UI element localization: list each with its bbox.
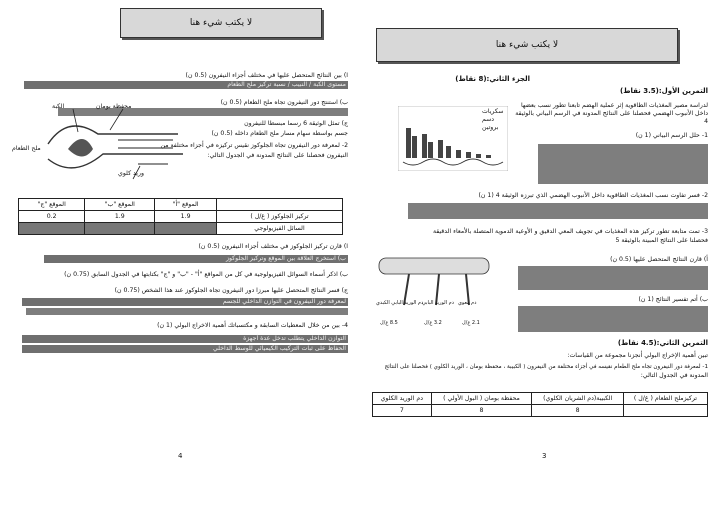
ex1-q1: 1- حلل الرسم البياني (1 ن) <box>635 132 708 139</box>
table-header: الموقع "ج" <box>19 199 85 211</box>
ex1-q3a: أ) قارن النتائج المتحصل عليها (0.5 ن) <box>610 256 708 263</box>
nephron-diagram <box>28 104 198 184</box>
q2a-text: ا) قارن تركيز الجلوكوز في مختلف أجزاء النيفرون (0.5 ن) <box>198 243 348 250</box>
table-header: محفظة بومان ( البول الأولي ) <box>431 393 532 405</box>
table-cell <box>85 223 155 235</box>
q2c-text: ج) فسر النتائج المتحصل عليها مبرزا دور النيفرون تجاه الجلوكوز عند هذا الشخص (0.75 ن) <box>114 287 348 294</box>
table-cell: 1.9 <box>155 211 217 223</box>
table-cell: 7 <box>373 405 432 417</box>
table-header: الكبيبة(دم الشريان الكلوي) <box>532 393 624 405</box>
ex2-q1-2: المدونة في الجدول التالي: <box>640 372 708 379</box>
legend-sugars: سكريات <box>482 108 504 115</box>
header-text: لا يكتب شيء هنا <box>495 40 559 50</box>
glucose-table <box>18 198 343 235</box>
q1a-answer: مستوى الكبة / النبيب / نسبة تركيز ملح الطعام <box>24 81 348 89</box>
answer-shade <box>518 306 708 332</box>
vessel-label: دم معوي <box>458 300 477 306</box>
page-number: 3 <box>542 452 547 460</box>
table-cell: السائل الفيزيولوجي <box>216 223 342 235</box>
ex2-intro: تبين أهمية الإخراج البولي أنجزنا مجموعة من القياسات: <box>567 352 708 359</box>
table-header: الموقع "أ" <box>155 199 217 211</box>
table-cell <box>623 405 707 417</box>
answer-shade <box>26 308 348 315</box>
answer-shade <box>408 203 708 219</box>
vessel-label: دم الوريد البابي الكبدي <box>376 300 424 306</box>
table-cell: 8 <box>431 405 532 417</box>
table-cell <box>155 223 217 235</box>
ex1-q3: 3- تمت متابعة تطور تركيز هذه المغذيات في تجويف المعي الدقيق و الأوعية الدموية المتصلة بالأمعاء الدقيقة <box>432 228 708 235</box>
header-text: لا يكتب شيء هنا <box>189 18 253 28</box>
label-glomerulus: الكبة <box>52 103 65 110</box>
table-header: الموقع "ب" <box>85 199 155 211</box>
q2-text: 2- لمعرفة دور النيفرون تجاه الجلوكوز نقيس تركيزه في أجزاء مختلفة من <box>160 142 348 149</box>
table-cell: 1.9 <box>85 211 155 223</box>
exercise-2-title: التمرين الثاني:(4.5 نقاط) <box>617 339 708 347</box>
q2b-text: ب) اذكر أسماء السوائل الفيزيولوجية في كل من المواقع "أ" - "ب" و "ج" بكتابتها في الجدول السابق (0.75 ن) <box>64 271 348 278</box>
q4-text: 4- بين من خلال المعطيات السابقة و مكتسباتك أهمية الاخراج البولي (1 ن) <box>157 322 348 329</box>
q2a-answer: ب) استخرج العلاقة بين الموقع وتركيز الجلوكوز <box>44 255 348 263</box>
q1c-text: ج) تمثل الوثيقة 6 رسما مبسطا للنيفرون <box>244 120 348 127</box>
legend-proteins: بروتين <box>482 124 499 131</box>
ex1-q2: 2- فسر تفاوت نسب المغذيات الطاقوية داخل الأنبوب الهضمي الذي تبرزه الوثيقة 4 (1 ن) <box>478 192 708 199</box>
ex1-doc-ref: 4 <box>704 118 708 125</box>
q2-text-2: النيفرون فحصلنا على النتائج المدونة في الجدول التالي: <box>207 152 348 159</box>
part-title: الجزء الثاني:(8 نقاط) <box>455 75 530 83</box>
table-header: تركيزملح الطعام ( غ/ل ) <box>623 393 707 405</box>
ex2-q1: 1- لمعرفة دور النيفرون تجاه ملح الطعام نقيسه في أجزاء مختلفة من النيفرون ( الكبيبة ، محفظة بومان ، الوريد الكلوي ) فحصلنا على النتائج <box>384 364 708 370</box>
q4-answer-2: الحفاظ على ثبات التركيب الكيميائي للوسط الداخلي <box>22 345 348 353</box>
page-header-box <box>376 28 678 62</box>
table-cell <box>19 223 85 235</box>
label-salt: ملح الطعام <box>12 145 41 152</box>
table-header: دم الوريد الكلوي <box>373 393 432 405</box>
exercise-1-title: التمرين الأول:(3.5 نقاط) <box>620 87 708 95</box>
answer-shade <box>518 266 708 290</box>
vessel-value: 8.5 غ/ل <box>380 320 398 326</box>
ex1-q3-2: فحصلنا على النتائج المبينة بالوثيقة 5 <box>615 237 708 244</box>
answer-shade <box>538 144 708 184</box>
legend-fats: دسم <box>482 116 495 123</box>
q1b-text: ب) استنتج دور النيفرون تجاه ملح الطعام (0.5 ن) <box>220 99 348 106</box>
ex1-q3b: ب) أتم تفسير النتائج (1 ن) <box>638 296 708 303</box>
page-3 <box>362 0 720 509</box>
q4-answer: التوازن الداخلي يتطلب تدخل عدة أجهزة <box>22 335 348 343</box>
table-cell: 8 <box>532 405 624 417</box>
table-header <box>216 199 342 211</box>
page-header-box <box>120 8 322 38</box>
q1c-task: جسم بواسطة سهام مسار ملح الطعام داخله (0.5 ن) <box>211 130 348 137</box>
vessel-label: دم الوريد البابي <box>422 300 454 306</box>
table-cell: تركيز الجلوكوز ( غ/ل ) <box>216 211 342 223</box>
page-number: 4 <box>178 452 183 460</box>
ex1-intro: لدراسة مصير المغذيات الطاقوية إثر عملية الهضم تابعنا تطور نسب بعضها <box>520 102 708 109</box>
vessel-diagram <box>374 250 494 330</box>
table-cell: 0.2 <box>19 211 85 223</box>
ex1-intro-2: داخل الأنبوب الهضمي فحصلنا على النتائج المدونة في الرسم البياني بالوثيقة <box>515 110 708 117</box>
vessel-value: 3.2 غ/ل <box>424 320 442 326</box>
q1a-text: ا) بين النتائج المتحصل عليها في مختلف أجزاء النيفرون (0.5 ن) <box>185 72 348 79</box>
vessel-value: 2.1 غ/ل <box>462 320 480 326</box>
label-bowman: محفظة بومان <box>96 103 132 110</box>
q3-answer: لمعرفة دور النيفرون في التوازن الداخلي للجسم <box>22 298 348 306</box>
label-renal-vein: وريد كلوي <box>118 170 144 177</box>
salt-table <box>372 392 708 417</box>
